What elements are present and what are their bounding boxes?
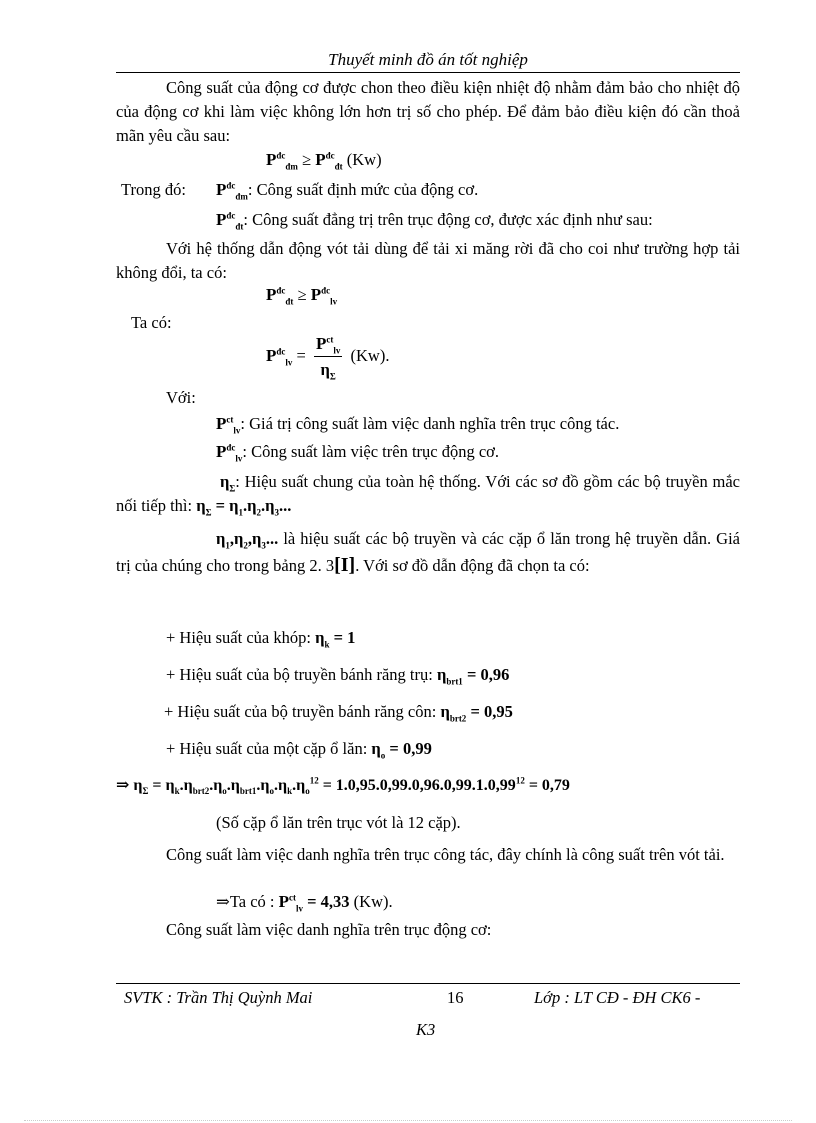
definition-p-dt: $P^{đc}_{đt}$: Công suất đẳng trị trên trục động cơ, được xác định như sau:: [216, 210, 653, 232]
footer-rule: [116, 983, 740, 984]
voi-label: Với:: [166, 388, 196, 407]
formula-p-dt-ge-p-lv: $P^{đc}_{đt} \ge P^{đc}_{lv}$: [266, 285, 338, 307]
definition-p-lv-dc: $P^{đc}_{lv}$: Công suất làm việc trên trục động cơ.: [216, 442, 500, 464]
efficiency-coupling: + Hiệu suất của khóp: $\eta_k = 1$: [166, 628, 356, 650]
paragraph-intro: Công suất của động cơ được chon theo điều kiện nhiệt độ nhằm đảm bảo cho nhiệt độ của động cơ khi làm việc không lớn hơn trị số cho phép. Để đảm bảo điều kiện đó cần thoả mãn yêu cầu sau:: [116, 78, 740, 145]
footer-class-continued: K3: [416, 1020, 436, 1039]
formula-p-lv: $P^{đc}_{lv}$ = $\frac{P^{ct}_{lv}}{\eta_\Sigma}$ (Kw).: [266, 334, 390, 382]
formula-total-efficiency: ⇒ $\eta_\Sigma = \eta_k.\eta_{brt2}.\eta_o.\eta_{brt1}.\eta_o.\eta_k.\eta_o^{12} = 1.0,95.0,99.0,96.0,99.1.0,99^{12} = 0,79$: [116, 775, 570, 797]
paragraph-motor-power: Công suất làm việc danh nghĩa trên trục động cơ:: [166, 920, 492, 939]
paragraph-work-power: Công suất làm việc danh nghĩa trên trục công tác, đây chính là công suất trên vót tải.: [166, 845, 725, 864]
trong-do-label: Trong đó:: [121, 180, 186, 199]
formula-p-value: ⇒Ta có : $P^{ct}_{lv} = 4,33$ (Kw).: [216, 892, 393, 914]
page-header-title: Thuyết minh đồ án tốt nghiệp: [328, 50, 528, 69]
fraction: $\frac{P^{ct}_{lv}}{\eta_\Sigma}$: [315, 334, 341, 382]
paragraph-efficiency-table: $\eta_1,\eta_2,\eta_3$... là hiệu suất các bộ truyền và các cặp ổ lăn trong hệ truyền dẫn. Giá trị của chúng cho trong bảng 2. 3[I]. Với sơ đồ dẫn động đã chọn ta có:: [116, 529, 741, 576]
paragraph-eta-definition: $\eta_\Sigma$: Hiệu suất chung của toàn hệ thống. Với các sơ đồ gồm các bộ truyền mắc nối tiếp thì: $\eta_\Sigma = \eta_1.\eta_2.\eta_3$...: [116, 472, 740, 518]
definition-p-lv-ct: $P^{ct}_{lv}$: Giá trị công suất làm việc danh nghĩa trên trục công tác.: [216, 414, 620, 436]
footer-class: Lớp : LT CĐ - ĐH CK6 -: [534, 988, 701, 1007]
header-rule: [116, 72, 740, 73]
footer-author: SVTK : Trần Thị Quỳnh Mai: [124, 988, 313, 1007]
efficiency-spur-gear: + Hiệu suất của bộ truyền bánh răng trụ: $\eta_{brt1} = 0,96$: [166, 665, 510, 687]
efficiency-bevel-gear: + Hiệu suất của bộ truyền bánh răng côn: $\eta_{brt2} = 0,95$: [164, 702, 513, 724]
efficiency-bearing: + Hiệu suất của một cặp ổ lăn: $\eta_o = 0,99$: [166, 739, 432, 761]
page-edge-divider: [24, 1120, 792, 1121]
footer-page-number: 16: [447, 988, 464, 1007]
formula-condition: $P^{đc}_{đm} \ge P^{đc}_{đt}$ (Kw): [266, 150, 382, 172]
definition-p-dm: $P^{đc}_{đm}$: Công suất định mức của động cơ.: [216, 180, 479, 202]
bearing-count-note: (Số cặp ổ lăn trên trục vót là 12 cặp).: [216, 813, 461, 832]
ta-co-label: Ta có:: [131, 313, 172, 332]
paragraph-system: Với hệ thống dẫn động vót tải dùng để tải xi măng rời đã cho coi như trường hợp tải không đổi, ta có:: [116, 239, 740, 282]
